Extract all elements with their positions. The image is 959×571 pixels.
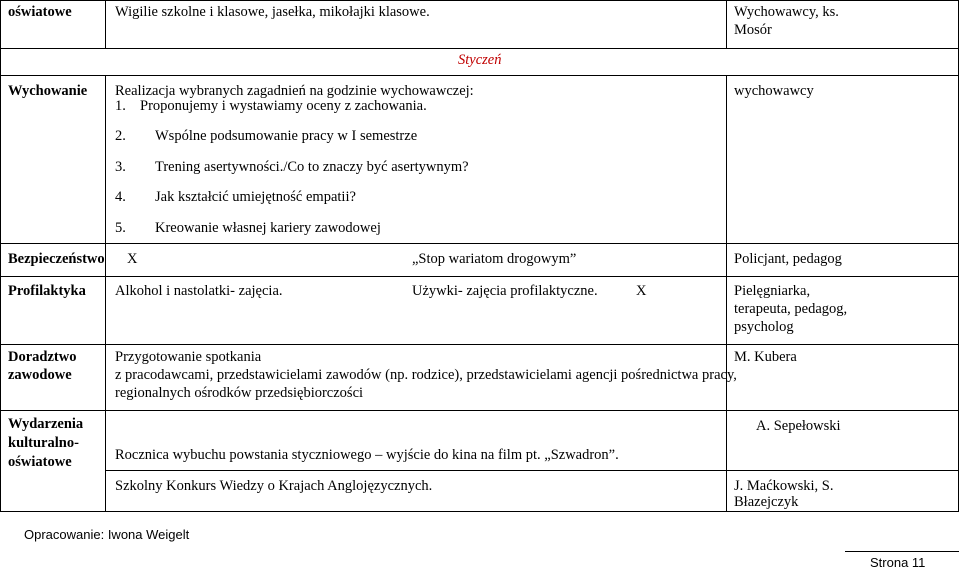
row-divider: [0, 48, 959, 49]
task-cell: Używki- zajęcia profilaktyczne.: [412, 283, 598, 299]
list-item-number: 2.: [115, 128, 126, 144]
column-divider: [726, 0, 727, 49]
list-item-number: 1.: [115, 98, 126, 114]
row-divider: [0, 243, 959, 244]
responsible-cell: psycholog: [734, 319, 794, 335]
table-border-top: [0, 0, 959, 1]
category-cell: oświatowe: [8, 4, 72, 20]
task-cell: Alkohol i nastolatki- zajęcia.: [115, 283, 283, 299]
list-item-text: Kreowanie własnej kariery zawodowej: [155, 220, 381, 236]
category-cell: Doradztwo: [8, 349, 77, 365]
list-item-text: Wspólne podsumowanie pracy w I semestrze: [155, 128, 418, 144]
responsible-cell: Pielęgniarka,: [734, 283, 811, 299]
task-cell: Szkolny Konkurs Wiedzy o Krajach Anglojęzycznych.: [115, 478, 433, 494]
table-border-bottom: [0, 511, 959, 512]
list-item-number: 5.: [115, 220, 126, 236]
row-divider: [0, 344, 959, 345]
column-divider: [726, 75, 727, 512]
category-cell: Wydarzenia: [8, 416, 84, 432]
category-cell: Profilaktyka: [8, 283, 86, 299]
list-item-text: Proponujemy i wystawiamy oceny z zachowania.: [140, 98, 427, 114]
footer-author: Opracowanie: Iwona Weigelt: [24, 527, 190, 542]
category-cell: Wychowanie: [8, 83, 88, 99]
row-divider: [0, 410, 959, 411]
category-cell: kulturalno-: [8, 435, 79, 451]
task-cell: Wigilie szkolne i klasowe, jasełka, mikołajki klasowe.: [115, 4, 430, 20]
list-item-text: Jak kształcić umiejętność empatii?: [155, 189, 356, 205]
task-cell: „Stop wariatom drogowym”: [412, 251, 577, 267]
list-item-number: 4.: [115, 189, 126, 205]
column-divider: [105, 75, 106, 512]
column-divider: [105, 0, 106, 49]
month-heading: Styczeń: [458, 52, 502, 68]
footer-rule: [845, 551, 959, 552]
row-divider: [105, 470, 959, 471]
list-item-number: 3.: [115, 159, 126, 175]
footer-page-number: Strona 11: [870, 555, 926, 570]
task-intro: Realizacja wybranych zagadnień na godzinie wychowawczej:: [115, 83, 474, 99]
responsible-cell: A. Sepełowski: [756, 418, 841, 434]
responsible-cell: J. Maćkowski, S.: [734, 478, 834, 494]
category-cell: oświatowe: [8, 454, 72, 470]
task-cell: z pracodawcami, przedstawicielami zawodów (np. rodzice), przedstawicielami agencji pośrednictwa pracy,: [115, 367, 737, 383]
responsible-cell: Błazejczyk: [734, 494, 799, 510]
responsible-cell: wychowawcy: [734, 83, 814, 99]
row-divider: [0, 276, 959, 277]
row-divider: [0, 75, 959, 76]
responsible-cell: Mosór: [734, 22, 772, 38]
responsible-cell: M. Kubera: [734, 349, 797, 365]
category-cell: zawodowe: [8, 367, 72, 383]
mark-x: X: [636, 283, 647, 299]
list-item-text: Trening asertywności./Co to znaczy być asertywnym?: [155, 159, 469, 175]
table-border-left: [0, 0, 1, 512]
responsible-cell: Wychowawcy, ks.: [734, 4, 839, 20]
category-cell: Bezpieczeństwo: [8, 251, 105, 267]
task-cell: Rocznica wybuchu powstania styczniowego – wyjście do kina na film pt. „Szwadron”.: [115, 447, 619, 463]
task-cell: Przygotowanie spotkania: [115, 349, 262, 365]
task-cell: regionalnych ośrodków przedsiębiorczości: [115, 385, 364, 401]
mark-x: X: [127, 251, 138, 267]
responsible-cell: terapeuta, pedagog,: [734, 301, 848, 317]
responsible-cell: Policjant, pedagog: [734, 251, 842, 267]
